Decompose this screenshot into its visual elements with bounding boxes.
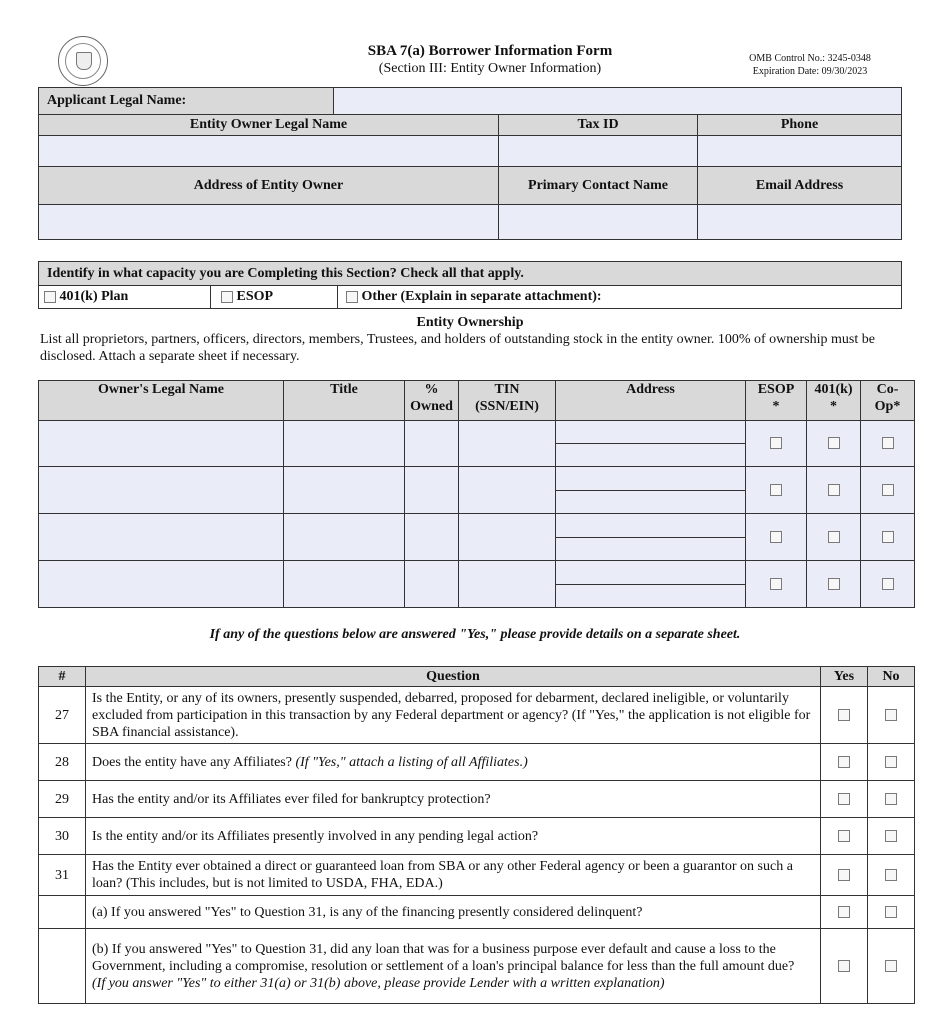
question-number: 31: [39, 855, 86, 896]
owner-coop-cell[interactable]: [861, 421, 915, 467]
entity-owner-name-header: Entity Owner Legal Name: [39, 115, 499, 136]
owner-name-field[interactable]: [39, 467, 284, 514]
question-header: Question: [86, 667, 821, 687]
question-31-no-checkbox[interactable]: [885, 869, 897, 881]
question-number: 30: [39, 818, 86, 855]
primary-contact-header: Primary Contact Name: [499, 167, 698, 205]
owner-address-line2-field[interactable]: [556, 444, 746, 467]
question-31-no-cell[interactable]: [868, 855, 915, 896]
owner-coop-cell[interactable]: [861, 467, 915, 514]
owner-coop-cell[interactable]: [861, 561, 915, 608]
questions-table: [38, 666, 915, 1004]
owner-coop-checkbox[interactable]: [882, 484, 894, 496]
owner-title-field[interactable]: [284, 514, 405, 561]
question-28-yes-cell[interactable]: [821, 744, 868, 781]
owner-title-field[interactable]: [284, 561, 405, 608]
primary-contact-field[interactable]: [499, 205, 698, 240]
owner-tin-field[interactable]: [459, 421, 556, 467]
owner-address-line1-field[interactable]: [556, 421, 746, 444]
question-31b-no-checkbox[interactable]: [885, 960, 897, 972]
question-number: 29: [39, 781, 86, 818]
question-30-no-checkbox[interactable]: [885, 830, 897, 842]
coop-header: Co- Op*: [861, 381, 915, 421]
owner-401k-cell[interactable]: [807, 561, 861, 608]
question-29-no-checkbox[interactable]: [885, 793, 897, 805]
question-30-yes-cell[interactable]: [821, 818, 868, 855]
tax-id-field[interactable]: [499, 136, 698, 167]
question-number-header: #: [39, 667, 86, 687]
question-27-no-cell[interactable]: [868, 687, 915, 744]
question-31b-no-cell[interactable]: [868, 929, 915, 1004]
owner-esop-checkbox[interactable]: [770, 531, 782, 543]
question-number: 28: [39, 744, 86, 781]
owner-title-field[interactable]: [284, 467, 405, 514]
owner-name-field[interactable]: [39, 421, 284, 467]
401k-header: 401(k) *: [807, 381, 861, 421]
question-27-no-checkbox[interactable]: [885, 709, 897, 721]
question-30-yes-checkbox[interactable]: [838, 830, 850, 842]
capacity-table: [38, 261, 902, 309]
questions-note: If any of the questions below are answered "Yes," please provide details on a separate sheet.: [209, 627, 741, 642]
entity-owner-name-field[interactable]: [39, 136, 499, 167]
question-31a-yes-checkbox[interactable]: [838, 906, 850, 918]
owner-percent-field[interactable]: [405, 561, 459, 608]
question-31-yes-cell[interactable]: [821, 855, 868, 896]
question-28-no-cell[interactable]: [868, 744, 915, 781]
question-31a-no-cell[interactable]: [868, 896, 915, 929]
sba-seal-logo: [58, 36, 108, 86]
capacity-option-other[interactable]: [338, 286, 902, 309]
owner-percent-field[interactable]: [405, 467, 459, 514]
question-29-yes-cell[interactable]: [821, 781, 868, 818]
capacity-option-401k[interactable]: [39, 286, 211, 309]
owner-esop-cell[interactable]: [746, 421, 807, 467]
capacity-heading: Identify in what capacity you are Completing this Section? Check all that apply.: [39, 262, 902, 286]
applicant-legal-name-label: Applicant Legal Name:: [39, 88, 334, 115]
owner-coop-checkbox[interactable]: [882, 531, 894, 543]
tin-header: TIN (SSN/EIN): [459, 381, 556, 421]
no-header: No: [868, 667, 915, 687]
owner-name-header: Owner's Legal Name: [39, 381, 284, 421]
ownership-table: [38, 380, 915, 608]
owner-esop-checkbox[interactable]: [770, 484, 782, 496]
owner-401k-checkbox[interactable]: [828, 437, 840, 449]
other-label: Other (Explain in separate attachment):: [361, 289, 602, 304]
question-number-blank: [39, 929, 86, 1004]
question-30-text: Is the entity and/or its Affiliates presently involved in any pending legal action?: [86, 818, 821, 855]
question-31a-yes-cell[interactable]: [821, 896, 868, 929]
question-31a-text: (a) If you answered "Yes" to Question 31, is any of the financing presently considered delinquent?: [86, 896, 821, 929]
owner-esop-checkbox[interactable]: [770, 578, 782, 590]
capacity-option-esop[interactable]: [211, 286, 338, 309]
owner-esop-cell[interactable]: [746, 514, 807, 561]
owner-percent-field[interactable]: [405, 421, 459, 467]
address-of-entity-owner-field[interactable]: [39, 205, 499, 240]
email-field[interactable]: [698, 205, 902, 240]
owner-address-line2-field[interactable]: [556, 585, 746, 608]
entity-ownership-heading: Entity Ownership: [416, 315, 524, 330]
yes-header: Yes: [821, 667, 868, 687]
phone-header: Phone: [698, 115, 902, 136]
address-of-entity-owner-header: Address of Entity Owner: [39, 167, 499, 205]
owner-esop-cell[interactable]: [746, 467, 807, 514]
other-checkbox[interactable]: [346, 291, 358, 303]
owner-name-field[interactable]: [39, 514, 284, 561]
question-number-blank: [39, 896, 86, 929]
entity-ownership-instructions: List all proprietors, partners, officers, directors, members, Trustees, and holders of outstanding stock in the entity owner. 100% of ownership must be disclosed. Attach a separate sheet if necessary.: [40, 332, 875, 364]
entity-owner-table: [38, 87, 902, 240]
email-header: Email Address: [698, 167, 902, 205]
owner-address-line2-field[interactable]: [556, 491, 746, 514]
owner-address-line1-field[interactable]: [556, 514, 746, 538]
esop-label: ESOP: [236, 289, 274, 304]
question-31a-no-checkbox[interactable]: [885, 906, 897, 918]
question-30-no-cell[interactable]: [868, 818, 915, 855]
omb-control-number: OMB Control No.: 3245-0348: [749, 53, 871, 64]
esop-checkbox[interactable]: [221, 291, 233, 303]
owner-401k-cell[interactable]: [807, 467, 861, 514]
owner-percent-field[interactable]: [405, 514, 459, 561]
question-27-yes-cell[interactable]: [821, 687, 868, 744]
question-29-text: Has the entity and/or its Affiliates ever filed for bankruptcy protection?: [86, 781, 821, 818]
question-28-yes-checkbox[interactable]: [838, 756, 850, 768]
owner-401k-checkbox[interactable]: [828, 578, 840, 590]
question-28-text: Does the entity have any Affiliates? (If "Yes," attach a listing of all Affiliates.): [86, 744, 821, 781]
question-31-yes-checkbox[interactable]: [838, 869, 850, 881]
question-29-yes-checkbox[interactable]: [838, 793, 850, 805]
title-header: Title: [284, 381, 405, 421]
owner-401k-checkbox[interactable]: [828, 531, 840, 543]
owner-address-line2-field[interactable]: [556, 538, 746, 561]
question-31b-yes-cell[interactable]: [821, 929, 868, 1004]
question-27-yes-checkbox[interactable]: [838, 709, 850, 721]
applicant-legal-name-field[interactable]: [334, 88, 902, 115]
form-subtitle: (Section III: Entity Owner Information): [378, 61, 602, 76]
owner-401k-cell[interactable]: [807, 421, 861, 467]
401k-checkbox[interactable]: [44, 291, 56, 303]
owner-coop-checkbox[interactable]: [882, 578, 894, 590]
address-header: Address: [556, 381, 746, 421]
owner-esop-checkbox[interactable]: [770, 437, 782, 449]
omb-info: [700, 52, 920, 78]
question-29-no-cell[interactable]: [868, 781, 915, 818]
owner-401k-cell[interactable]: [807, 514, 861, 561]
owner-tin-field[interactable]: [459, 514, 556, 561]
owner-tin-field[interactable]: [459, 467, 556, 514]
owner-name-field[interactable]: [39, 561, 284, 608]
owner-address-line1-field[interactable]: [556, 467, 746, 491]
question-31-text: Has the Entity ever obtained a direct or guaranteed loan from SBA or any other Federal agency or been a guarantor on such a loan? (This includes, but is not limited to USDA, FHA, EDA.): [86, 855, 821, 896]
form-title: SBA 7(a) Borrower Information Form: [367, 43, 613, 59]
owner-coop-checkbox[interactable]: [882, 437, 894, 449]
owner-esop-cell[interactable]: [746, 561, 807, 608]
owner-401k-checkbox[interactable]: [828, 484, 840, 496]
question-31b-text: (b) If you answered "Yes" to Question 31, did any loan that was for a business purpose ever default and cause a loss to the Government, including a compromise, resolution or settlement of a loan's principal balance for less than the full amount due? (If you answer "Yes" to either 31(a) or 31(b) above, please provide Lender with a written explanation): [86, 929, 821, 1004]
owner-tin-field[interactable]: [459, 561, 556, 608]
expiration-date: Expiration Date: 09/30/2023: [752, 66, 868, 77]
owner-coop-cell[interactable]: [861, 514, 915, 561]
phone-field[interactable]: [698, 136, 902, 167]
esop-header: ESOP *: [746, 381, 807, 421]
question-number: 27: [39, 687, 86, 744]
owner-title-field[interactable]: [284, 421, 405, 467]
question-31b-yes-checkbox[interactable]: [838, 960, 850, 972]
401k-label: 401(k) Plan: [59, 289, 129, 304]
tax-id-header: Tax ID: [499, 115, 698, 136]
question-27-text: Is the Entity, or any of its owners, presently suspended, debarred, proposed for debarment, declared ineligible, or voluntarily excluded from participation in this transaction by any Federal department or agency? (If "Yes," the application is not eligible for SBA financial assistance).: [86, 687, 821, 744]
question-28-no-checkbox[interactable]: [885, 756, 897, 768]
owner-address-line1-field[interactable]: [556, 561, 746, 585]
percent-owned-header: % Owned: [405, 381, 459, 421]
